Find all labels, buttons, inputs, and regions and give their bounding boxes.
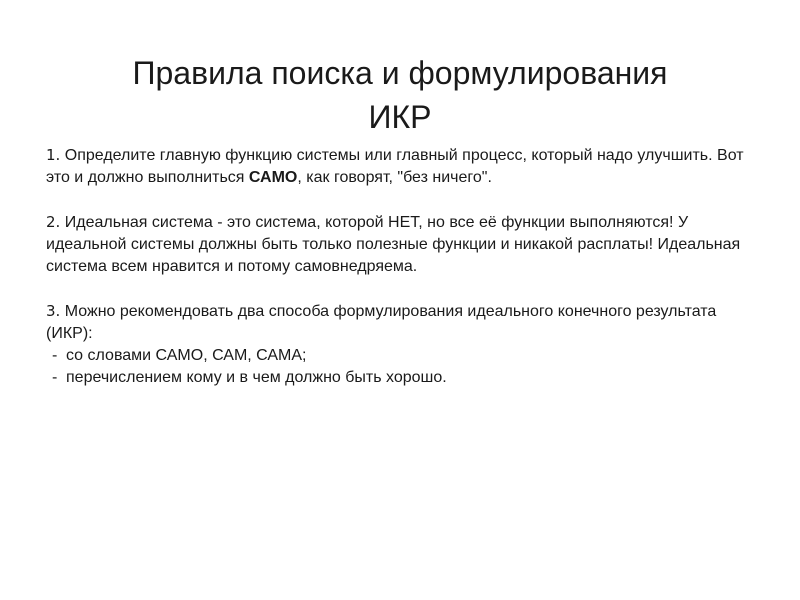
list-item-dash: -: [52, 347, 58, 364]
paragraph-1-number: 1.: [46, 146, 61, 164]
list-item-text: перечислением кому и в чем должно быть хорошо.: [66, 369, 447, 386]
slide-body: [46, 144, 756, 411]
paragraph-2: [46, 211, 756, 278]
paragraph-3-text: Можно рекомендовать два способа формулирования идеального конечного результата (ИКР):: [46, 303, 717, 342]
list-item-dash: -: [52, 369, 58, 386]
paragraph-2-text: Идеальная система - это система, которой НЕТ, но все её функции выполняются! У идеальной системы должны быть только полезные функции и никакой расплаты! Идеальная система всем нравится и потому самовнедряема.: [46, 214, 741, 275]
slide-title-line-1: Правила поиска и формулирования: [132, 55, 668, 92]
paragraph-2-number: 2.: [46, 213, 61, 231]
method-list: [46, 345, 756, 389]
paragraph-1-text-end: , как говорят, "без ничего".: [297, 169, 492, 186]
slide-title-line-2: ИКР: [368, 99, 432, 136]
paragraph-1-text-start: Определите главную функцию системы или главный процесс, который надо улучшить. Вот это и должно выполниться: [46, 147, 744, 186]
list-item: [46, 367, 756, 389]
paragraph-3-number: 3.: [46, 302, 61, 320]
paragraph-1-bold-word: САМО: [248, 169, 298, 186]
paragraph-3: [46, 300, 756, 389]
slide-title: [60, 51, 740, 139]
paragraph-3-intro: [46, 300, 756, 345]
list-item-text: со словами САМО, САМ, САМА;: [66, 347, 307, 364]
paragraph-1: [46, 144, 756, 189]
list-item: [46, 345, 756, 367]
